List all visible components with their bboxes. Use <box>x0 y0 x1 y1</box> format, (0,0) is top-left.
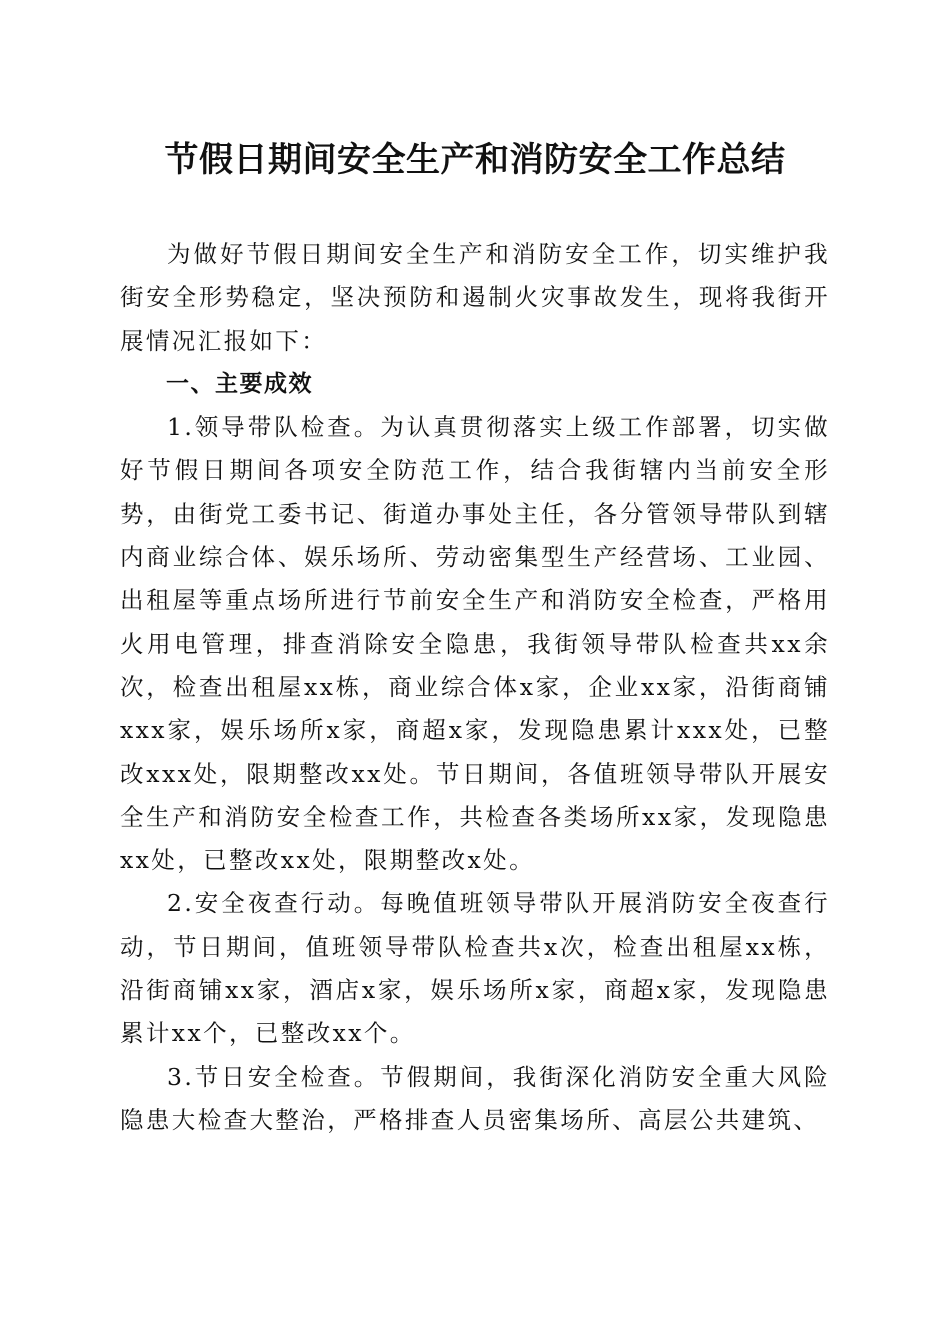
intro-paragraph: 为做好节假日期间安全生产和消防安全工作，切实维护我街安全形势稳定，坚决预防和遏制火灾事故发生，现将我街开展情况汇报如下： <box>120 240 830 355</box>
paragraph-holiday-safety-check: 3.节日安全检查。节假期间，我街深化消防安全重大风险隐患大检查大整治，严格排查人员密集场所、高层公共建筑、 <box>120 1062 830 1134</box>
paragraph-leadership-inspection: 1.领导带队检查。为认真贯彻落实上级工作部署，切实做好节假日期间各项安全防范工作，结合我街辖内当前安全形势，由街党工委书记、街道办事处主任，各分管领导带队到辖内商业综合体、娱乐场所、劳动密集型生产经营场、工业园、出租屋等重点场所进行节前安全生产和消防安全检查，严格用火用电管理，排查消除安全隐患，我街领导带队检查共xx余次，检查出租屋xx栋，商业综合体x家，企业xx家，沿街商铺xxx家，娱乐场所x家，商超x家，发现隐患累计xxx处，已整改xxx处，限期整改xx处。节日期间，各值班领导带队开展安全生产和消防安全检查工作，共检查各类场所xx家，发现隐患xx处，已整改xx处，限期整改x处。 <box>120 413 830 875</box>
paragraph-night-inspection: 2.安全夜查行动。每晚值班领导带队开展消防安全夜查行动，节日期间，值班领导带队检查共x次，检查出租屋xx栋，沿街商铺xx家，酒店x家，娱乐场所x家，商超x家，发现隐患累计xx个，已整改xx个。 <box>120 889 830 1048</box>
section-heading-main-results: 一、主要成效 <box>166 370 313 397</box>
document-title: 节假日期间安全生产和消防安全工作总结 <box>164 140 786 180</box>
document-body <box>120 233 830 1142</box>
